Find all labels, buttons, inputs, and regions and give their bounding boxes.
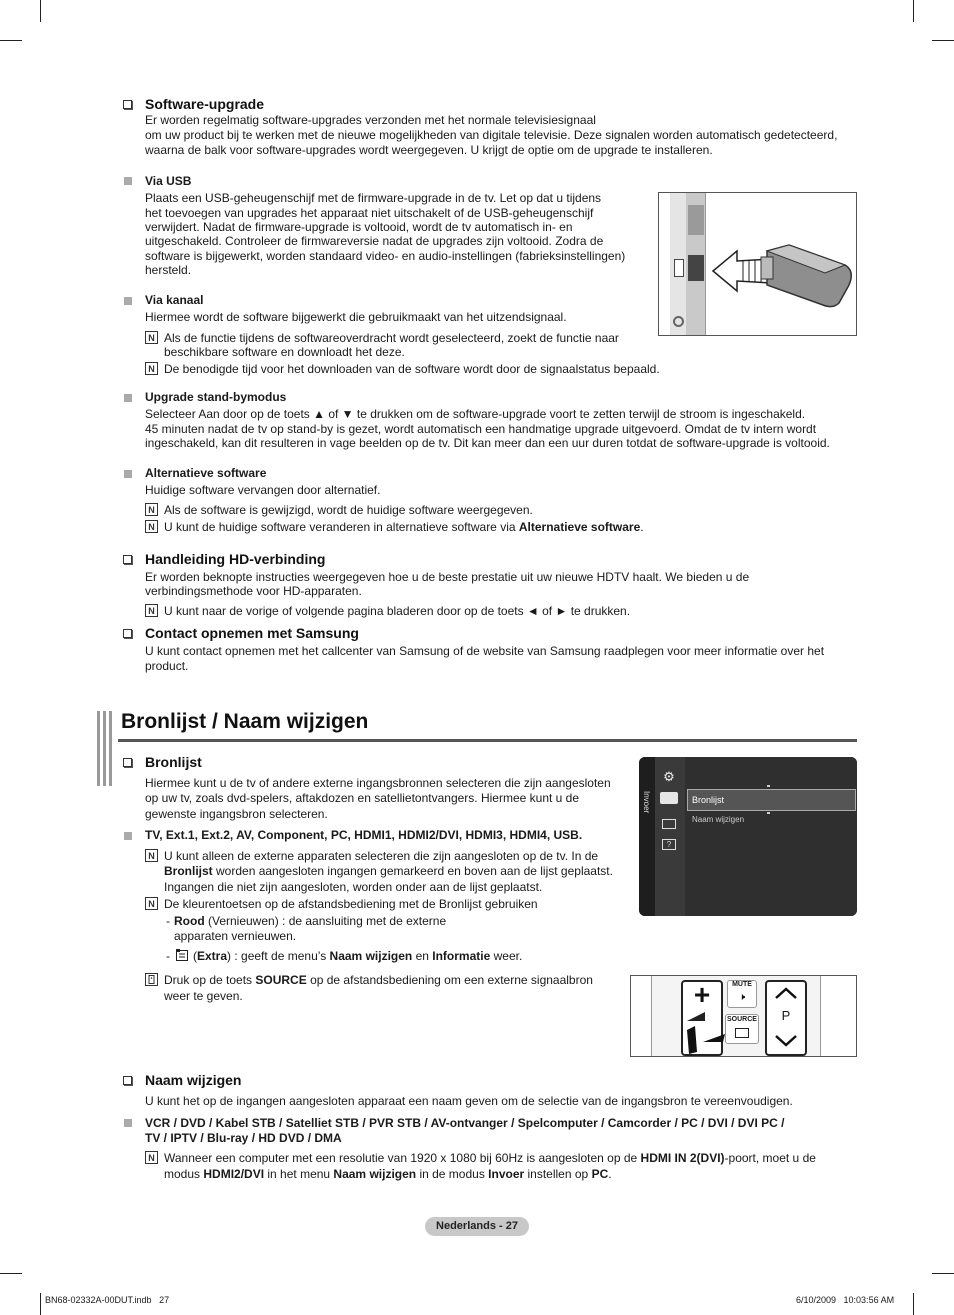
- dash-text-bold: Informatie: [432, 949, 491, 963]
- av-jack: [673, 316, 684, 327]
- remote-figure: [630, 975, 857, 1057]
- note-text-part: U kunt de huidige software veranderen in alternatieve software via: [164, 520, 519, 534]
- crop-mark: [913, 1293, 914, 1315]
- source-label: SOURCE: [727, 1016, 757, 1023]
- body-text: Selecteer Aan door op de toets ▲ of ▼ te drukken om de software-upgrade voort te zetten terwijl de stroom is ingeschakeld.: [145, 407, 806, 421]
- chevron-down-icon: [774, 1034, 798, 1048]
- note-icon: [145, 503, 158, 516]
- osd-item-bronlijst-label: Bronlijst: [692, 795, 725, 805]
- device-list: VCR / DVD / Kabel STB / Satelliet STB / PVR STB / AV-ontvanger / Spelcomputer / Camcorder / PC / DVI / DVI PC /: [145, 1116, 785, 1130]
- note-text: weer te geven.: [164, 989, 243, 1003]
- note-text: Als de software is gewijzigd, wordt de huidige software weergegeven.: [164, 503, 533, 517]
- note-text: beschikbare software en downloadt het deze.: [164, 345, 405, 359]
- body-text: op uw tv, zoals dvd-spelers, aftakdozen en satellietontvangers. Hiermee kunt u de: [145, 791, 580, 805]
- body-text: 45 minuten nadat de tv op stand-by is gezet, wordt automatisch een handmatige upgrade uitgevoerd. Omdat de tv intern wordt: [145, 422, 817, 436]
- note-icon: [145, 897, 158, 910]
- crop-mark: [40, 0, 41, 22]
- note-text-part: modus: [164, 1167, 204, 1181]
- note-text-bold: Bronlijst: [164, 864, 213, 878]
- osd-sidebar: [639, 757, 655, 916]
- crop-mark: [0, 40, 22, 41]
- note-text-part: instellen op: [524, 1167, 592, 1181]
- note-icon: [145, 520, 158, 533]
- device-list: TV / IPTV / Blu-ray / HD DVD / DMA: [145, 1131, 342, 1145]
- bronlijst-heading: Bronlijst: [145, 754, 202, 770]
- square-bullet: [124, 1119, 132, 1127]
- checkbox-bullet: [123, 629, 132, 638]
- note-text-part: in de modus: [416, 1167, 489, 1181]
- via-usb-title: Via USB: [145, 174, 192, 188]
- standby-title: Upgrade stand-bymodus: [145, 390, 287, 404]
- square-bullet: [124, 832, 132, 840]
- note-text: [164, 520, 644, 535]
- note-icon: [145, 362, 158, 375]
- note-text: [164, 1151, 816, 1166]
- body-text: om uw product bij te werken met de nieuwe mogelijkheden van digitale televisie. Deze signalen worden automatisch gedetecteerd,: [145, 128, 838, 142]
- body-text: software is bijgewerkt, worden standaard video- en audio-instellingen (fabrieksinstellingen): [145, 249, 626, 263]
- osd-side-label: Invoer: [642, 791, 651, 814]
- note-text-part: worden aangesloten ingangen gemarkeerd en boven aan de lijst geplaatst.: [212, 864, 613, 878]
- section-title-bar: [109, 711, 112, 786]
- remote-note-icon: [145, 973, 158, 986]
- note-text: De benodigde tijd voor het downloaden van de software wordt door de signaalstatus bepaald.: [164, 362, 660, 376]
- checkbox-bullet: [123, 555, 132, 564]
- note-text-bold: SOURCE: [255, 973, 307, 987]
- body-text: U kunt contact opnemen met het callcenter van Samsung of de website van Samsung raadplegen voor meer informatie over het: [145, 644, 825, 658]
- crop-mark: [40, 1293, 41, 1315]
- osd-menu: [639, 757, 857, 916]
- svg-text:N: N: [148, 1153, 155, 1163]
- note-icon: [145, 1151, 158, 1164]
- note-text-part: .: [640, 520, 644, 534]
- dash-text: apparaten vernieuwen.: [174, 929, 297, 943]
- note-text: Ingangen die niet zijn aangesloten, worden onder aan de lijst geplaatst.: [164, 880, 543, 894]
- hd-guide-heading: Handleiding HD-verbinding: [145, 551, 326, 567]
- footer-file: BN68-02332A-00DUT.indb 27: [45, 1295, 170, 1305]
- mute-label: MUTE: [732, 981, 752, 988]
- osd-arrow-up: [767, 785, 770, 787]
- note-text: De kleurentoetsen op de afstandsbediening met de Bronlijst gebruiken: [164, 897, 538, 911]
- section-title-bar: [97, 711, 100, 786]
- naam-wijzigen-heading: Naam wijzigen: [145, 1072, 242, 1088]
- contact-heading: Contact opnemen met Samsung: [145, 625, 359, 641]
- osd-arrow-down: [767, 812, 770, 814]
- svg-text:N: N: [148, 899, 155, 909]
- alternative-title: Alternatieve software: [145, 466, 267, 480]
- svg-text:N: N: [148, 522, 155, 532]
- footer-date: 6/10/2009 10:03:56 AM: [796, 1295, 895, 1305]
- note-text: [164, 973, 593, 988]
- note-icon: [145, 604, 158, 617]
- crop-mark: [932, 40, 954, 41]
- checkbox-bullet: [123, 100, 132, 109]
- dash-text-part: (Vernieuwen) : de aansluiting met de externe: [204, 914, 447, 928]
- square-bullet: [124, 394, 132, 402]
- volume-up-icon: +: [693, 979, 711, 1010]
- body-text: Er worden beknopte instructies weergegeven hoe u de beste prestatie uit uw nieuwe HDTV haalt. We bieden u de: [145, 570, 750, 584]
- osd-content: [685, 757, 857, 916]
- body-text: verwijdert. Nadat de firmware-upgrade is voltooid, wordt de tv automatisch in- en: [145, 220, 573, 234]
- body-text: waarna de balk voor software-upgrades wordt weergegeven. U krijgt de optie om de upgrade te installeren.: [145, 143, 713, 157]
- dash-bullet: -: [166, 949, 170, 963]
- note-text: U kunt naar de vorige of volgende pagina bladeren door op de toets ◄ of ► te drukken.: [164, 604, 631, 618]
- note-text-part: op de afstandsbediening om een externe signaalbron: [306, 973, 593, 987]
- dash-text: [174, 914, 446, 929]
- extra-icon: [176, 949, 189, 962]
- svg-text:N: N: [148, 364, 155, 374]
- hdmi-port-label: [688, 205, 704, 235]
- body-text: hersteld.: [145, 263, 192, 277]
- square-bullet: [124, 177, 132, 185]
- checkbox-bullet: [123, 758, 132, 767]
- dash-text-part: (: [193, 949, 197, 963]
- mute-icon: 🕨: [738, 992, 746, 1003]
- dash-text-bold: Naam wijzigen: [329, 949, 413, 963]
- dash-text-bold: Extra: [197, 949, 228, 963]
- note-icon: [145, 331, 158, 344]
- note-text-part: Druk op de toets: [164, 973, 256, 987]
- body-text: product.: [145, 659, 189, 673]
- via-kanaal-title: Via kanaal: [145, 293, 204, 307]
- section-title: Bronlijst / Naam wijzigen: [121, 710, 369, 733]
- help-icon: ?: [662, 839, 676, 850]
- mail-icon: [662, 819, 676, 829]
- crop-mark: [932, 1273, 954, 1274]
- dash-text-bold: Rood: [174, 914, 205, 928]
- dash-text-part: en: [412, 949, 433, 963]
- checkbox-bullet: [123, 1076, 132, 1085]
- note-text-bold: PC: [591, 1167, 609, 1181]
- body-text: het toevoegen van upgrades het apparaat niet uitschakelt of de USB-geheugenschijf: [145, 206, 594, 220]
- chevron-up-icon: [774, 986, 798, 1000]
- section-title-bar: [103, 711, 106, 786]
- sources-list: TV, Ext.1, Ext.2, AV, Component, PC, HDMI1, HDMI2/DVI, HDMI3, HDMI4, USB.: [145, 828, 583, 842]
- svg-text:N: N: [148, 333, 155, 343]
- body-text: Er worden regelmatig software-upgrades verzonden met het normale televisiesignaal: [145, 113, 596, 127]
- note-text-bold: HDMI IN 2(DVI): [640, 1151, 725, 1165]
- usb-drive-illustration: [707, 223, 857, 323]
- note-icon: [145, 849, 158, 862]
- body-text: U kunt het op de ingangen aangesloten apparaat een naam geven om de selectie van de ingangsbron te vereenvoudigen.: [145, 1094, 793, 1108]
- square-bullet: [124, 297, 132, 305]
- dash-bullet: -: [166, 914, 170, 928]
- av-port-label: [688, 285, 704, 307]
- pointer-arrow: [685, 1024, 729, 1056]
- note-text-part: .: [608, 1167, 612, 1181]
- note-text: [164, 1167, 612, 1182]
- software-upgrade-heading: Software-upgrade: [145, 96, 265, 112]
- svg-text:N: N: [148, 606, 155, 616]
- note-text-bold: HDMI2/DVI: [203, 1167, 265, 1181]
- input-icon: [660, 792, 678, 804]
- svg-text:N: N: [148, 851, 155, 861]
- body-text: Hiermee kunt u de tv of andere externe ingangsbronnen selecteren die zijn aangesloten: [145, 776, 611, 790]
- dash-text-part: weer.: [490, 949, 523, 963]
- body-text: Plaats een USB-geheugenschijf met de firmware-upgrade in de tv. Let op dat u tijdens: [145, 191, 602, 205]
- body-text: gewenste ingangsbron selecteren.: [145, 807, 328, 821]
- note-text-bold: Naam wijzigen: [333, 1167, 417, 1181]
- video-port-label: [688, 309, 704, 333]
- gear-icon: ⚙: [663, 769, 675, 784]
- section-title-underline: [118, 739, 857, 742]
- square-bullet: [124, 470, 132, 478]
- source-icon: [735, 1028, 749, 1038]
- body-text: verbindingsmethode voor HD-apparaten.: [145, 584, 362, 598]
- usb-port-label: [688, 255, 704, 281]
- osd-item-naam-wijzigen[interactable]: Naam wijzigen: [692, 815, 745, 824]
- note-text-part: -poort, moet u de: [724, 1151, 816, 1165]
- usb-figure: [658, 192, 857, 336]
- note-text: [164, 864, 613, 879]
- dash-text-part: ) : geeft de menu’s: [227, 949, 330, 963]
- crop-mark: [0, 1273, 22, 1274]
- body-text: Huidige software vervangen door alternatief.: [145, 483, 381, 497]
- dash-text: [193, 949, 522, 964]
- svg-text:N: N: [148, 505, 155, 515]
- body-text: Hiermee wordt de software bijgewerkt die gebruikmaakt van het uitzendsignaal.: [145, 310, 567, 324]
- crop-mark: [913, 0, 914, 22]
- note-text-part: Wanneer een computer met een resolutie van 1920 x 1080 bij 60Hz is aangesloten op de: [164, 1151, 641, 1165]
- note-text-bold: Alternatieve software: [518, 520, 641, 534]
- page-number-label: Nederlands - 27: [436, 1220, 518, 1232]
- usb-port: [674, 259, 684, 277]
- volume-icon: [687, 1010, 707, 1022]
- note-text-part: in het menu: [264, 1167, 334, 1181]
- body-text: uitgeschakeld. Controleer de firmwareversie nadat de upgrades zijn voltooid. Zodra de: [145, 234, 604, 248]
- channel-p-label: P: [781, 1008, 791, 1023]
- note-text-bold: Invoer: [488, 1167, 525, 1181]
- note-text: Als de functie tijdens de softwareoverdracht wordt geselecteerd, zoekt de functie naar: [164, 331, 619, 345]
- body-text: ingeschakeld, kan dit resulteren in vage beelden op de tv. Dit kan meer dan een uur duren totdat de software-upgrade is voltooid.: [145, 436, 830, 450]
- note-text: U kunt alleen de externe apparaten selecteren die zijn aangesloten op de tv. In de: [164, 849, 599, 863]
